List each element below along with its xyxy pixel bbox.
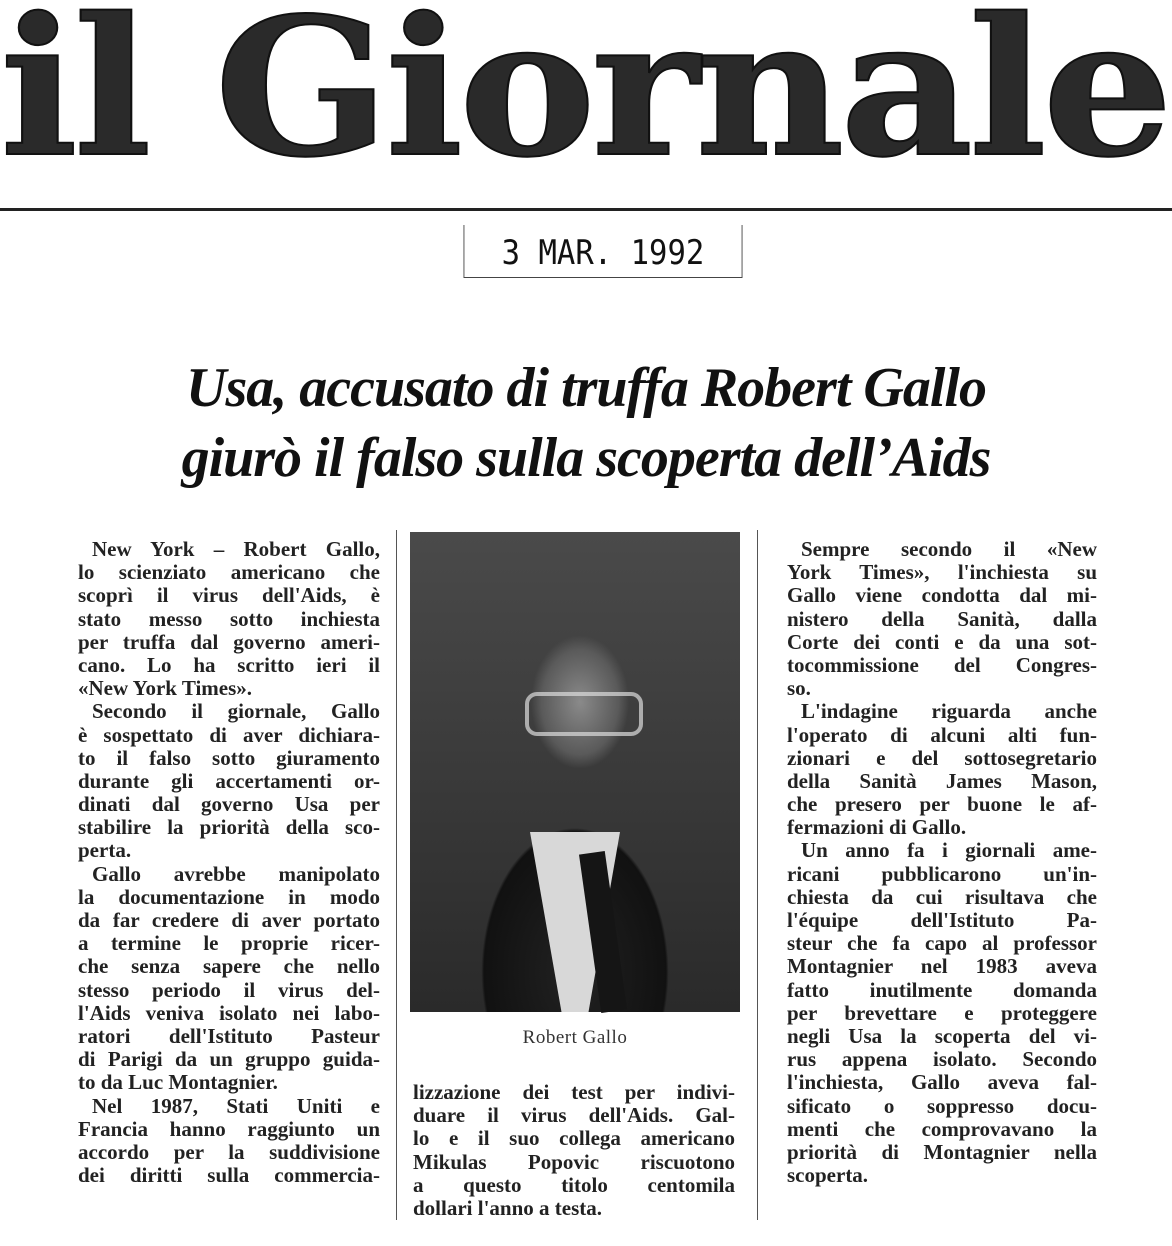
text-line: steur che fa capo al professor — [787, 931, 1097, 956]
text-line: Secondo il giornale, Gallo — [92, 699, 380, 724]
text-line: ricani pubblicarono un'in- — [787, 861, 1097, 886]
text-line: è sospettato di aver dichiara- — [78, 722, 380, 747]
headline-line-2: giurò il falso sulla scoperta dell’Aids — [181, 427, 991, 489]
article-column-3 — [787, 538, 1097, 1187]
article-column-2 — [413, 1081, 735, 1220]
text-line: lizzazione dei test per indivi- — [413, 1080, 735, 1104]
text-line: zionari e del sottosegretario — [787, 745, 1097, 770]
text-line: per brevettare e proteggere — [787, 1000, 1097, 1025]
text-line: per truffa dal governo ameri- — [78, 629, 380, 654]
text-line: l'inchiesta, Gallo aveva fal- — [787, 1070, 1097, 1095]
text-line: che senza sapere che nello — [78, 954, 380, 979]
text-line: da far credere di aver portato — [78, 908, 380, 932]
text-line: l'operato di alcuni alti fun- — [787, 722, 1097, 747]
text-line: dinati dal governo Usa per — [78, 792, 380, 817]
newspaper-masthead: il Giornale — [0, 0, 1169, 199]
text-line: scoprì il virus dell'Aids, è — [78, 583, 380, 608]
text-line: menti che comprovavano la — [787, 1116, 1097, 1141]
date-stamp: 3 MAR. 1992 — [464, 225, 743, 278]
text-line: fatto inutilmente domanda — [787, 977, 1097, 1002]
photo-robert-gallo — [410, 532, 740, 1012]
column-divider — [396, 530, 397, 1220]
text-line: «New York Times». — [78, 676, 253, 701]
text-line: della Sanità James Mason, — [787, 768, 1097, 793]
text-line: Montagnier nel 1983 aveva — [787, 954, 1097, 979]
text-line: accordo per la suddivisione — [78, 1139, 380, 1164]
text-line: chiesta da cui risultava che — [787, 884, 1097, 909]
headline-line-1: Usa, accusato di truffa Robert Gallo — [186, 357, 986, 419]
text-line: lo e il suo collega americano — [413, 1126, 735, 1151]
text-line: duare il virus dell'Aids. Gal- — [413, 1103, 735, 1128]
text-line: sificato o soppresso docu- — [787, 1093, 1097, 1118]
text-line: fermazioni di Gallo. — [787, 815, 967, 840]
text-line: stabilire la priorità della sco- — [78, 815, 380, 840]
text-line: a termine le proprie ricer- — [78, 931, 380, 956]
text-line: l'équipe dell'Istituto Pa- — [787, 908, 1097, 932]
text-line: New York – Robert Gallo, — [92, 537, 380, 561]
text-line: nistero della Sanità, dalla — [787, 606, 1097, 631]
text-line: cano. Lo ha scritto ieri il — [78, 652, 380, 677]
text-line: so. — [787, 676, 811, 701]
text-line: ratori dell'Istituto Pasteur — [78, 1023, 380, 1048]
article-column-1 — [78, 538, 380, 1187]
photo-glasses — [525, 692, 643, 736]
text-line: l'Aids veniva isolato nei labo- — [78, 1000, 380, 1025]
text-line: Un anno fa i giornali ame- — [801, 838, 1097, 863]
text-line: priorità di Montagnier nella — [787, 1139, 1097, 1164]
text-line: stato messo sotto inchiesta — [78, 606, 380, 631]
text-line: Mikulas Popovic riscuotono — [413, 1149, 735, 1174]
text-line: to da Luc Montagnier. — [78, 1070, 278, 1095]
text-line: Francia hanno raggiunto un — [78, 1116, 380, 1141]
text-line: rus appena isolato. Secondo — [787, 1047, 1097, 1072]
text-line: stesso periodo il virus del- — [78, 977, 380, 1002]
text-line: Nel 1987, Stati Uniti e — [92, 1093, 380, 1118]
text-line: Gallo avrebbe manipolato — [92, 861, 380, 886]
text-line: Sempre secondo il «New — [801, 537, 1097, 561]
text-line: dei diritti sulla commercia- — [78, 1163, 380, 1188]
text-line: Corte dei conti e da una sot- — [787, 629, 1097, 654]
text-line: lo scienziato americano che — [78, 560, 380, 585]
photo-caption: Robert Gallo — [522, 1027, 628, 1048]
column-divider — [757, 530, 758, 1220]
text-line: negli Usa la scoperta del vi- — [787, 1023, 1097, 1048]
text-line: York Times», l'inchiesta su — [787, 560, 1097, 585]
text-line: dollari l'anno a testa. — [413, 1195, 603, 1220]
text-line: L'indagine riguarda anche — [801, 699, 1097, 724]
text-line: Gallo viene condotta dal mi- — [787, 583, 1097, 608]
text-line: la documentazione in modo — [78, 884, 380, 909]
text-line: durante gli accertamenti or- — [78, 768, 380, 793]
masthead-rule — [0, 208, 1172, 211]
text-line: to il falso sotto giuramento — [78, 745, 380, 770]
text-line: che presero per buone le af- — [787, 792, 1097, 817]
text-line: scoperta. — [787, 1163, 869, 1188]
text-line: tocommissione del Congres- — [787, 652, 1097, 677]
text-line: a questo titolo centomila — [413, 1172, 735, 1197]
text-line: di Parigi da un gruppo guida- — [78, 1047, 380, 1072]
text-line: perta. — [78, 838, 132, 863]
